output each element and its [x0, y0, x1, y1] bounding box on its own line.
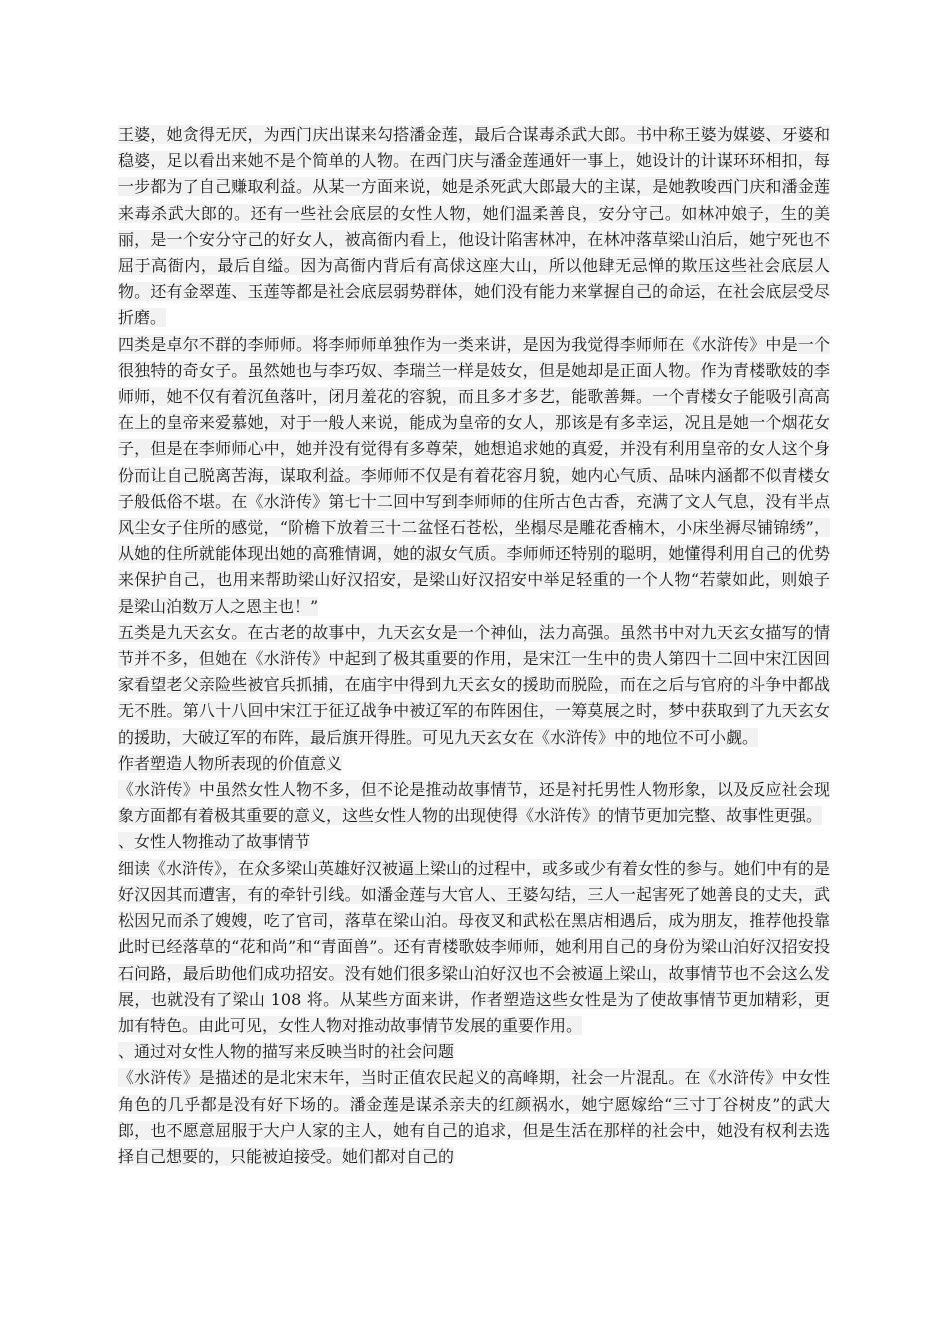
paragraph-text: 王婆，她贪得无厌，为西门庆出谋来勾搭潘金莲，最后合谋毒杀武大郎。书中称王婆为媒婆、牙婆和稳婆，足以看出来她不是个简单的人物。在西门庆与潘金莲通奸一事上，她设计的计谋环环相扣，每一步都为了自己赚取利益。从某一方面来说，她是杀死武大郎最大的主谋，是她教唆西门庆和潘金莲来毒杀武大郎的。还有一些社会底层的女性人物，她们温柔善良，安分守己。如林冲娘子，生的美丽，是一个安分守己的好女人，被高衙内看上，他设计陷害林冲，在林冲落草梁山泊后，她宁死也不屈于高衙内，最后自缢。因为高衙内背后有高俅这座大山，所以他肆无忌惮的欺压这些社会底层人物。还有金翠莲、玉莲等都是社会底层弱势群体，她们没有能力来掌握自己的命运，在社会底层受尽折磨。 [118, 125, 830, 328]
heading-text: 、女性人物推动了故事情节 [118, 832, 311, 852]
paragraph-jiutian-xuannu [118, 620, 830, 751]
paragraph-text: 四类是卓尔不群的李师师。将李师师单独作为一类来讲，是因为我觉得李师师在《水浒传》中是一个很独特的奇女子。虽然她也与李巧奴、李瑞兰一样是妓女，但是她却是正面人物。作为青楼歌妓的李师师，她不仅有着沉鱼落叶，闭月羞花的容貌，而且多才多艺，能歌善舞。一个青楼女子能吸引高高在上的皇帝来爱慕她，对于一般人来说，能成为皇帝的女人，那该是有多幸运，况且是她一个烟花女子，但是在李师师心中，她并没有觉得有多尊荣，她想追求她的真爱，并没有利用皇帝的女人这个身份而让自己脱离苦海，谋取利益。李师师不仅是有着花容月貌，她内心气质、品味内涵都不似青楼女子般低俗不堪。在《水浒传》第七十二回中写到李师师的住所古色古香，充满了文人气息，没有半点风尘女子住所的感觉，“阶檐下放着三十二盆怪石苍松，坐榻尽是雕花香楠木，小床坐褥尽铺锦绣”，从她的住所就能体现出她的高雅情调，她的淑女气质。李师师还特别的聪明，她懂得利用自己的优势来保护自己，也用来帮助梁山好汉招安，是梁山好汉招安中举足轻重的一个人物“若蒙如此，则娘子是梁山泊数万人之恩主也！” [118, 334, 830, 616]
paragraph-text: 细读《水浒传》，在众多梁山英雄好汉被逼上梁山的过程中，或多或少有着女性的参与。她们中有的是好汉因其而遭害，有的牵针引线。如潘金莲与大官人、王婆勾结，三人一起害死了她善良的丈夫，武松因兄而杀了嫂嫂，吃了官司，落草在梁山泊。母夜叉和武松在黑店相遇后，成为朋友，推荐他投靠此时已经落草的“花和尚”和“青面兽”。还有青楼歌妓李师师，她利用自己的身份为梁山泊好汉招安投石问路，最后助他们成功招安。没有她们很多梁山泊好汉也不会被逼上梁山，故事情节也不会这么发展，也就没有了梁山 108 将。从某些方面来讲，作者塑造这些女性是为了使故事情节更加精彩，更加有特色。由此可见，女性人物对推动故事情节发展的重要作用。 [118, 858, 831, 1035]
paragraph-society [118, 1065, 830, 1170]
paragraph-text: 五类是九天玄女。在古老的故事中，九天玄女是一个神仙，法力高强。虽然书中对九天玄女描写的情节并不多，但她在《水浒传》中起到了极其重要的作用，是宋江一生中的贵人第四十二回中宋江因回家看望老父亲险些被官兵抓捕，在庙宇中得到九天玄女的援助而脱险，而在之后与官府的斗争中都战无不胜。第八十八回中宋江于征辽战争中被辽军的布阵困住，一筹莫展之时，梦中获取到了九天玄女的援助，大破辽军的布阵，最后旗开得胜。可见九天玄女在《水浒传》中的地位不可小觑。 [118, 622, 830, 747]
document-page [118, 122, 830, 1170]
paragraph-wangpo [118, 122, 830, 332]
paragraph-intro-value [118, 777, 830, 829]
paragraph-plot [118, 856, 830, 1039]
subheading-society [118, 1039, 830, 1065]
section-heading-value [118, 751, 830, 777]
paragraph-text: 《水浒传》是描述的是北宋末年，当时正值农民起义的高峰期，社会一片混乱。在《水浒传》中女性角色的几乎都是没有好下场的。潘金莲是谋杀亲夫的红颜祸水，她宁愿嫁给“三寸丁谷树皮”的武大郎，也不愿意屈服于大户人家的主人，她有自己的追求，但是生活在那样的社会中，她没有权利去选择自己想要的，只能被迫接受。她们都对自己的 [118, 1068, 830, 1166]
subheading-plot [118, 829, 830, 855]
paragraph-text: 《水浒传》中虽然女性人物不多，但不论是推动故事情节，还是衬托男性人物形象，以及反应社会现象方面都有着极其重要的意义，这些女性人物的出现使得《水浒传》的情节更加完整、故事性更强。 [118, 780, 830, 826]
paragraph-li-shishi [118, 332, 830, 620]
heading-text: 、通过对女性人物的描写来反映当时的社会问题 [118, 1042, 455, 1062]
heading-text: 作者塑造人物所表现的价值意义 [118, 753, 343, 773]
